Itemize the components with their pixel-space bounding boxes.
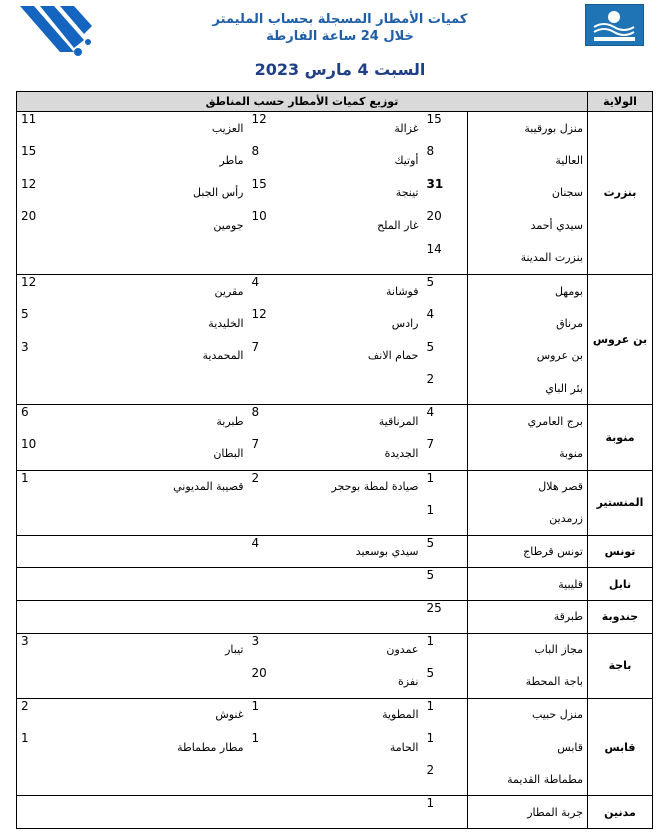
- rainfall-value: 8: [248, 405, 288, 438]
- table-row: [17, 372, 653, 405]
- rainfall-value: 2: [248, 470, 288, 503]
- table-row: [17, 796, 653, 829]
- rainfall-value: 1: [423, 503, 468, 536]
- table-row: [17, 242, 653, 275]
- rainfall-value: 12: [248, 112, 288, 145]
- institute-logo-icon: [585, 4, 644, 46]
- rainfall-value: 7: [423, 437, 468, 470]
- rainfall-value: [248, 796, 288, 829]
- governorate-name: تونس: [588, 535, 653, 568]
- station-name: حمام الانف: [367, 349, 419, 363]
- rainfall-table: [16, 91, 653, 829]
- station-name: [85, 535, 248, 568]
- station-name: عمدون: [288, 633, 423, 666]
- rainfall-value: 10: [17, 437, 85, 470]
- rainfall-value: 4: [426, 307, 435, 322]
- stripes-logo-icon: [14, 4, 96, 58]
- rainfall-value: 20: [17, 209, 85, 242]
- rainfall-value: [248, 242, 288, 275]
- station-name: مقرين: [85, 274, 248, 307]
- station-name: مجاز الباب: [468, 633, 588, 666]
- station-name: [288, 503, 423, 536]
- rainfall-value: 2: [423, 372, 468, 405]
- rainfall-value: 1: [17, 731, 85, 764]
- station-name: غزالة: [288, 112, 423, 145]
- governorate-name: مدنين: [588, 796, 653, 829]
- station-name: قصيبة المديوني: [85, 470, 248, 503]
- station-name: بنزرت المدينة: [468, 242, 588, 275]
- station-name: فوشانة: [288, 274, 423, 307]
- station-name: [85, 600, 248, 633]
- table-row: [17, 274, 653, 307]
- station-name: مطار مطماطة: [177, 740, 244, 754]
- rainfall-value: 14: [423, 242, 468, 275]
- rainfall-value: [17, 796, 85, 829]
- rainfall-value: 8: [251, 144, 260, 159]
- station-name: المرناقية: [288, 405, 423, 438]
- station-name: بن عروس: [468, 340, 588, 373]
- rainfall-value: 3: [248, 633, 288, 666]
- rainfall-value: 5: [17, 307, 85, 340]
- rainfall-value: 5: [423, 666, 468, 699]
- rainfall-value: 1: [423, 698, 468, 731]
- table-row: [17, 763, 653, 796]
- rainfall-value: 3: [17, 340, 85, 373]
- table-row: [17, 568, 653, 601]
- table-row: [17, 340, 653, 373]
- station-name: [85, 503, 248, 536]
- table-row: [17, 503, 653, 536]
- station-name: مرناق: [468, 307, 588, 340]
- station-name: [85, 372, 248, 405]
- rainfall-value: 7: [251, 339, 260, 354]
- table-row: [17, 112, 653, 145]
- station-name: طبربة: [85, 405, 248, 438]
- table-row: [17, 209, 653, 242]
- station-name: تونس قرطاج: [468, 535, 588, 568]
- station-name: المحمدية: [202, 349, 244, 363]
- rainfall-value: [248, 763, 288, 796]
- rainfall-value: 4: [248, 535, 288, 568]
- rainfall-value: 20: [426, 209, 442, 224]
- governorate-name: بن عروس: [588, 274, 653, 404]
- station-name: مطماطة القديمة: [468, 763, 588, 796]
- rainfall-value: 8: [426, 144, 435, 159]
- rainfall-value: [17, 568, 85, 601]
- rainfall-value: 5: [423, 568, 468, 601]
- rainfall-value: 20: [248, 666, 288, 699]
- rainfall-value: [17, 535, 85, 568]
- rainfall-value: 1: [251, 730, 260, 745]
- station-name: [85, 666, 248, 699]
- station-name: جومين: [213, 219, 244, 233]
- station-name: البطان: [85, 437, 248, 470]
- governorate-name: نابل: [588, 568, 653, 601]
- station-name: قابس: [468, 731, 588, 764]
- station-name: غنوش: [85, 698, 248, 731]
- station-name: [288, 372, 423, 405]
- station-name: غار الملح: [377, 219, 419, 233]
- table-row: [17, 437, 653, 470]
- rainfall-value: 10: [251, 209, 267, 224]
- report-date: السبت 4 مارس 2023: [254, 60, 426, 79]
- rainfall-value: 4: [423, 405, 468, 438]
- rainfall-value: 2: [17, 698, 85, 731]
- table-row: [17, 470, 653, 503]
- station-name: نفزة: [288, 666, 423, 699]
- rainfall-value: 11: [17, 112, 85, 145]
- governorate-name: جندوبة: [588, 600, 653, 633]
- station-name: رأس الجبل: [193, 186, 244, 200]
- station-name: سيدي أحمد: [468, 209, 588, 242]
- page-subtitle: خلال 24 ساعة الفارطة: [266, 29, 414, 44]
- station-name: [85, 763, 248, 796]
- rainfall-value: [17, 600, 85, 633]
- governorate-name: بنزرت: [588, 112, 653, 275]
- rainfall-value: 15: [251, 176, 267, 191]
- header-region: الولاية: [588, 92, 653, 112]
- rainfall-value: 4: [248, 274, 288, 307]
- station-name: سيدي بوسعيد: [288, 535, 423, 568]
- station-name: منزل بورقيبة: [468, 112, 588, 145]
- station-name: برج العامري: [468, 405, 588, 438]
- station-name: [288, 796, 423, 829]
- station-name: منزل حبيب: [468, 698, 588, 731]
- rainfall-value: 1: [423, 796, 468, 829]
- governorate-name: منوبة: [588, 405, 653, 470]
- station-name: باجة المحطة: [468, 666, 588, 699]
- station-name: [85, 242, 248, 275]
- rainfall-value: [248, 503, 288, 536]
- rainfall-value: 31: [426, 176, 444, 191]
- station-name: العالية: [468, 144, 588, 177]
- rainfall-value: 12: [17, 274, 85, 307]
- rainfall-value: 5: [423, 535, 468, 568]
- table-row: [17, 698, 653, 731]
- table-row: [17, 600, 653, 633]
- governorate-name: قابس: [588, 698, 653, 796]
- table-row: [17, 666, 653, 699]
- table-row: [17, 177, 653, 210]
- rainfall-value: [17, 242, 85, 275]
- station-name: رادس: [391, 316, 419, 330]
- rainfall-value: 5: [423, 274, 468, 307]
- station-name: أوتيك: [394, 153, 419, 167]
- station-name: الخليدية: [208, 316, 244, 330]
- station-name: زرمدين: [468, 503, 588, 536]
- station-name: صيادة لمطة بوحجر: [288, 470, 423, 503]
- rainfall-value: [17, 666, 85, 699]
- rainfall-value: 15: [17, 144, 85, 177]
- header-distribution: توزيع كميات الأمطار حسب المناطق: [17, 92, 588, 112]
- station-name: جربة المطار: [468, 796, 588, 829]
- station-name: منوبة: [468, 437, 588, 470]
- table-row: [17, 405, 653, 438]
- rainfall-value: 12: [251, 307, 267, 322]
- station-name: [288, 763, 423, 796]
- rainfall-value: [17, 763, 85, 796]
- table-row: [17, 731, 653, 764]
- governorate-name: المنستير: [588, 470, 653, 535]
- rainfall-value: [248, 600, 288, 633]
- station-name: تينجة: [395, 186, 419, 200]
- table-row: [17, 633, 653, 666]
- station-name: بومهل: [468, 274, 588, 307]
- station-name: سجنان: [468, 177, 588, 210]
- rainfall-value: 1: [17, 470, 85, 503]
- rainfall-value: 15: [423, 112, 468, 145]
- table-row: [17, 144, 653, 177]
- table-header-row: [17, 92, 653, 112]
- rainfall-value: 1: [423, 470, 468, 503]
- rainfall-value: 3: [17, 633, 85, 666]
- station-name: [85, 568, 248, 601]
- station-name: الجديدة: [288, 437, 423, 470]
- station-name: [85, 796, 248, 829]
- rainfall-value: [17, 372, 85, 405]
- station-name: العزيب: [85, 112, 248, 145]
- rainfall-value: 1: [248, 698, 288, 731]
- station-name: المطوية: [288, 698, 423, 731]
- rainfall-value: [248, 372, 288, 405]
- rainfall-value: 2: [423, 763, 468, 796]
- rainfall-value: [17, 503, 85, 536]
- rainfall-value: 25: [423, 600, 468, 633]
- rainfall-value: 1: [426, 730, 435, 745]
- table-row: [17, 307, 653, 340]
- rainfall-value: 1: [423, 633, 468, 666]
- rainfall-value: 12: [17, 177, 85, 210]
- rainfall-value: 7: [248, 437, 288, 470]
- rainfall-value: 5: [426, 339, 435, 354]
- station-name: تيبار: [85, 633, 248, 666]
- station-name: ماطر: [219, 153, 244, 167]
- rainfall-value: [248, 568, 288, 601]
- station-name: بئر الباي: [468, 372, 588, 405]
- station-name: [288, 242, 423, 275]
- station-name: قليبية: [468, 568, 588, 601]
- station-name: الحامة: [389, 740, 419, 754]
- station-name: طبرقة: [468, 600, 588, 633]
- governorate-name: باجة: [588, 633, 653, 698]
- station-name: [288, 600, 423, 633]
- rainfall-value: 6: [17, 405, 85, 438]
- station-name: قصر هلال: [468, 470, 588, 503]
- page-title: كميات الأمطار المسجلة بحساب المليمتر: [212, 12, 468, 27]
- station-name: [288, 568, 423, 601]
- table-row: [17, 535, 653, 568]
